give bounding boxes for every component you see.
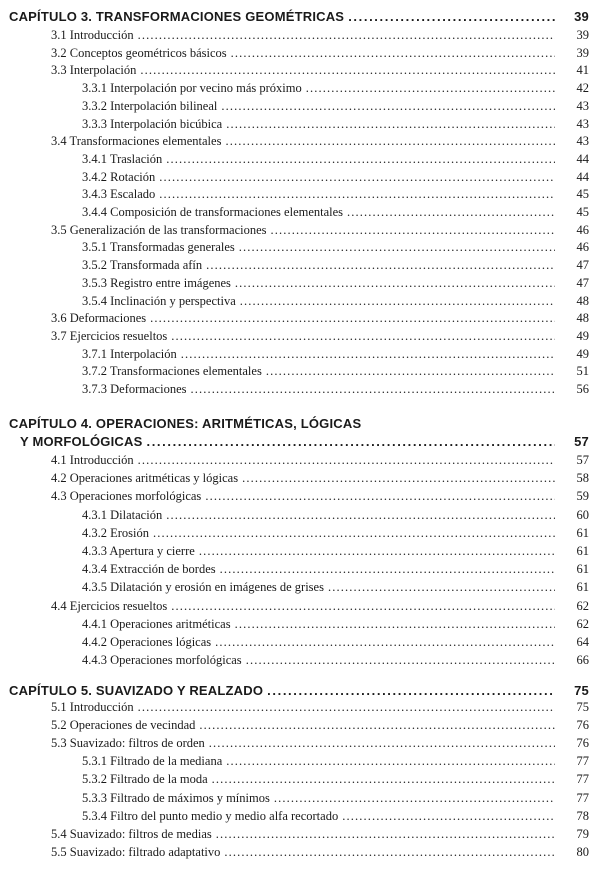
dot-leader [239,240,555,255]
entry-title: 4.3.1 Dilatación [82,507,163,522]
dot-leader [242,471,555,486]
entry-title: 3.7.3 Deformaciones [82,382,187,396]
toc-subsection[interactable] [82,772,589,787]
toc-subsection[interactable] [82,544,589,559]
toc-subsection[interactable] [82,809,589,824]
page-number: 77 [576,790,589,805]
entry-title: 4.4.3 Operaciones morfológicas [82,653,242,668]
entry-title: 3.2 Conceptos geométricos básicos [51,45,227,60]
page-number: 48 [576,311,589,326]
dot-leader [138,28,555,43]
dot-leader [240,294,555,309]
dot-leader [166,508,555,523]
entry-title: 4.4.2 Operaciones lógicas [82,635,212,649]
dot-leader [212,772,555,787]
dot-leader [190,382,555,397]
toc-section[interactable] [51,223,589,238]
entry-title: 3.3.3 Interpolación bicúbica [82,116,223,131]
dot-leader [246,653,555,668]
entry-title: 4.3.3 Apertura y cierre [82,544,195,558]
page-number: 46 [576,240,589,255]
dot-leader [328,580,555,595]
entry-title: 3.1 Introducción [51,28,134,42]
dot-leader [206,258,555,273]
page-number: 61 [576,580,589,595]
toc-subsection[interactable] [82,258,589,273]
entry-title: 3.5 Generalización de las transformaciones [51,222,267,237]
page-number: 43 [576,98,589,113]
page-number: 61 [576,544,589,558]
page-number: 39 [574,9,589,24]
chapter-title: Y MORFOLÓGICAS [20,434,143,449]
page-number: 45 [576,187,589,202]
dot-leader [153,526,555,541]
page-number: 41 [576,63,589,78]
entry-title: 4.4.1 Operaciones aritméticas [82,616,231,631]
page-number: 61 [576,525,589,540]
entry-title: 3.3.2 Interpolación bilineal [82,98,218,113]
dot-leader [271,223,555,238]
entry-title: 3.5.1 Transformadas generales [82,240,235,255]
entry-title: 4.2 Operaciones aritméticas y lógicas [51,471,239,486]
toc-subsection[interactable] [82,617,589,632]
chapter-title: CAPÍTULO 5. SUAVIZADO Y REALZADO [9,683,264,698]
page-number: 64 [576,635,589,649]
page-number: 76 [576,718,589,733]
dot-leader [225,134,555,149]
entry-title: 3.5.2 Transformada afín [82,258,203,273]
page-number: 79 [576,826,589,841]
page-number: 77 [576,754,589,769]
toc-section[interactable] [51,471,589,486]
toc-section[interactable] [51,453,589,468]
toc-section[interactable] [51,63,589,78]
page-number: 44 [576,169,589,184]
entry-title: 5.3.4 Filtro del punto medio y medio alfa recortado [82,808,339,823]
dot-leader [267,683,555,698]
dot-leader [209,736,555,751]
toc-subsection[interactable] [82,205,589,220]
toc-subsection[interactable] [82,635,589,650]
entry-title: 3.4.2 Rotación [82,169,156,184]
page-number: 57 [574,434,589,449]
dot-leader [205,489,555,504]
entry-title: 3.5.3 Registro entre imágenes [82,275,231,290]
dot-leader [226,754,555,769]
page-number: 43 [576,134,589,149]
dot-leader [140,63,555,78]
toc-subsection[interactable] [82,294,589,309]
dot-leader [347,205,555,220]
toc-subsection[interactable] [82,170,589,185]
entry-title: 4.3.2 Erosión [82,525,150,540]
dot-leader [348,9,555,24]
toc-subsection[interactable] [82,562,589,577]
toc-subsection[interactable] [82,276,589,291]
page-number: 56 [576,382,589,396]
page-number: 66 [576,653,589,668]
toc-section[interactable] [51,329,589,344]
chapter-title-line: CAPÍTULO 4. OPERACIONES: ARITMÉTICAS, LÓGICAS [9,416,362,431]
page-number: 44 [576,151,589,166]
toc-subsection[interactable] [82,99,589,114]
page-number: 60 [576,507,589,522]
page-number: 49 [576,328,589,343]
dot-leader [221,99,555,114]
chapter-heading[interactable] [9,9,589,24]
page-number: 51 [576,364,589,379]
entry-title: 5.3.3 Filtrado de máximos y mínimos [82,790,270,805]
entry-title: 5.4 Suavizado: filtros de medias [51,826,212,841]
toc-section[interactable] [51,46,589,61]
toc-subsection[interactable] [82,117,589,132]
toc-section[interactable] [51,845,589,860]
toc-subsection[interactable] [82,754,589,769]
page-number: 39 [576,28,589,42]
dot-leader [146,434,555,449]
dot-leader [215,635,555,650]
entry-title: 3.3.1 Interpolación por vecino más próximo [82,81,302,96]
page-number: 47 [576,258,589,273]
page-number: 80 [576,844,589,859]
entry-title: 5.3.1 Filtrado de la mediana [82,754,223,769]
toc-section[interactable] [51,134,589,149]
dot-leader [226,117,555,132]
toc-section[interactable] [51,718,589,733]
toc-section[interactable] [51,28,589,43]
page-number: 75 [576,700,589,714]
entry-title: 3.4.3 Escalado [82,187,156,202]
entry-title: 3.7.1 Interpolación [82,346,177,361]
dot-leader [274,791,555,806]
dot-leader [342,809,555,824]
dot-leader [266,364,555,379]
entry-title: 5.2 Operaciones de vecindad [51,718,196,733]
page-number: 39 [576,45,589,60]
dot-leader [159,170,555,185]
toc-subsection[interactable] [82,526,589,541]
page-number: 45 [576,205,589,219]
dot-leader [166,152,555,167]
entry-title: 3.4.1 Traslación [82,151,163,166]
page-number: 46 [576,222,589,237]
entry-title: 3.4.4 Composición de transformaciones elementales [82,205,344,219]
toc-subsection[interactable] [82,347,589,362]
page-number: 76 [576,736,589,751]
page-number: 58 [576,471,589,486]
entry-title: 4.4 Ejercicios resueltos [51,598,168,613]
dot-leader [220,562,555,577]
dot-leader [306,81,555,96]
chapter-heading[interactable] [20,434,589,449]
page-number: 47 [576,275,589,290]
entry-title: 3.3 Interpolación [51,63,137,78]
dot-leader [199,544,555,559]
toc-section[interactable] [51,599,589,614]
page-number: 78 [576,808,589,823]
toc-section[interactable] [51,827,589,842]
toc-section[interactable] [51,311,589,326]
chapter-title: CAPÍTULO 3. TRANSFORMACIONES GEOMÉTRICAS [9,9,345,24]
toc-section[interactable] [51,489,589,504]
dot-leader [171,599,555,614]
toc-section[interactable] [51,700,589,715]
entry-title: 5.5 Suavizado: filtrado adaptativo [51,844,221,859]
chapter-heading[interactable] [9,683,589,698]
toc-subsection[interactable] [82,508,589,523]
dot-leader [231,46,555,61]
page-number: 59 [576,489,589,504]
toc-subsection[interactable] [82,791,589,806]
dot-leader [216,827,555,842]
dot-leader [138,700,555,715]
entry-title: 5.3 Suavizado: filtros de orden [51,736,205,751]
toc-subsection[interactable] [82,187,589,202]
page-number: 57 [576,453,589,467]
entry-title: 3.4 Transformaciones elementales [51,134,222,149]
page-number: 62 [576,598,589,613]
page-number: 61 [576,562,589,577]
dot-leader [235,617,555,632]
entry-title: 4.3.5 Dilatación y erosión en imágenes de grises [82,580,324,595]
dot-leader [224,845,555,860]
entry-title: 3.5.4 Inclinación y perspectiva [82,293,236,308]
dot-leader [235,276,555,291]
dot-leader [199,718,555,733]
toc-subsection[interactable] [82,653,589,668]
toc-subsection[interactable] [82,364,589,379]
page-number: 48 [576,293,589,308]
entry-title: 3.7.2 Transformaciones elementales [82,364,262,379]
entry-title: 4.3.4 Extracción de bordes [82,562,216,577]
entry-title: 3.6 Deformaciones [51,311,147,326]
page-number: 77 [576,772,589,787]
entry-title: 5.3.2 Filtrado de la moda [82,772,208,787]
entry-title: 5.1 Introducción [51,700,134,714]
entry-title: 3.7 Ejercicios resueltos [51,328,168,343]
dot-leader [150,311,555,326]
page-number: 62 [576,616,589,631]
toc-subsection[interactable] [82,240,589,255]
dot-leader [138,453,555,468]
page-number: 42 [576,81,589,96]
toc-subsection[interactable] [82,580,589,595]
entry-title: 4.3 Operaciones morfológicas [51,489,202,504]
page-number: 49 [576,346,589,361]
toc-subsection[interactable] [82,152,589,167]
entry-title: 4.1 Introducción [51,453,134,467]
page-number: 75 [574,683,589,698]
toc-subsection[interactable] [82,81,589,96]
dot-leader [181,347,555,362]
dot-leader [171,329,555,344]
dot-leader [159,187,555,202]
toc-section[interactable] [51,736,589,751]
toc-subsection[interactable] [82,382,589,397]
page-number: 43 [576,116,589,131]
